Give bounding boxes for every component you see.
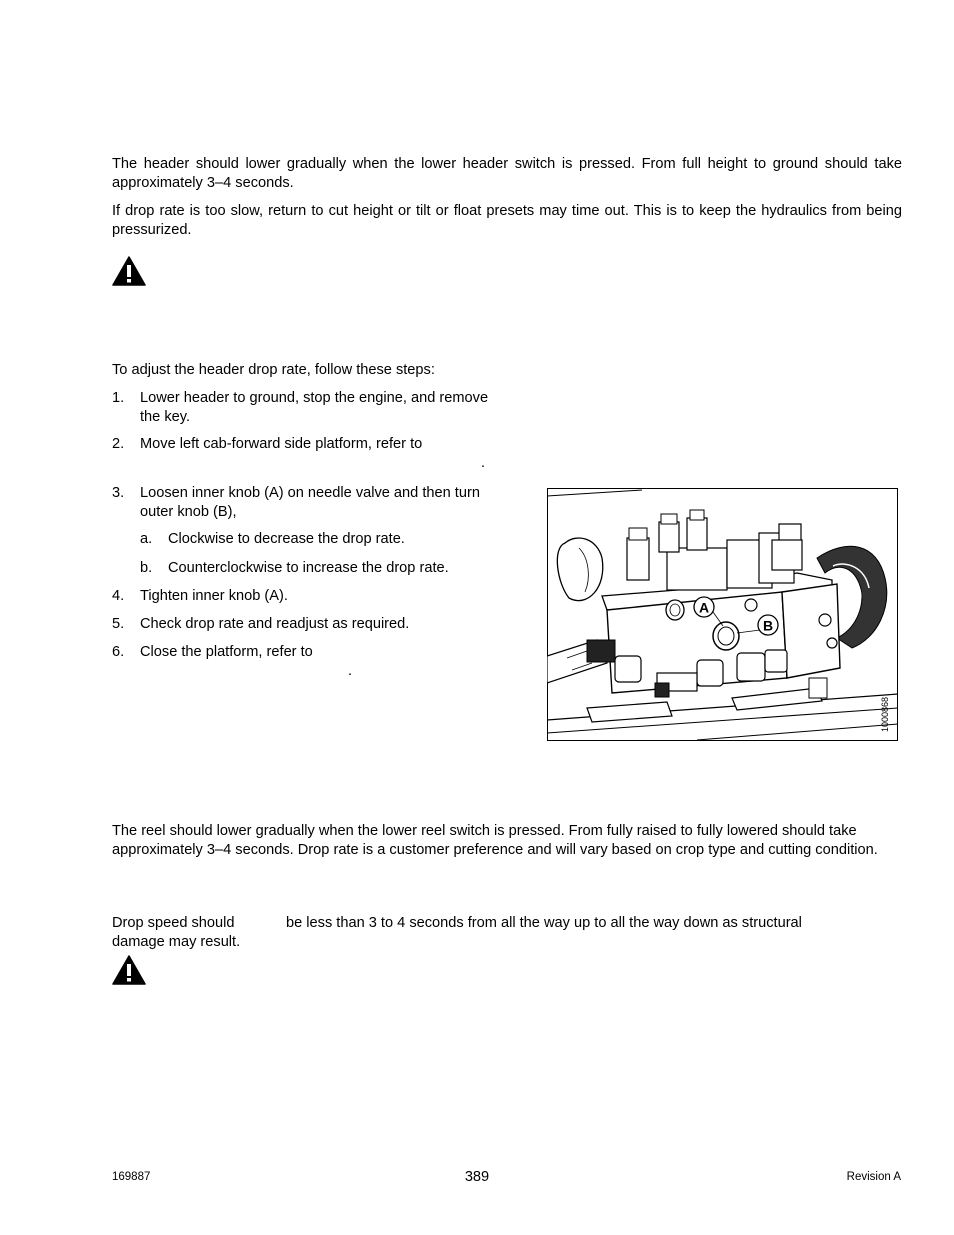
step-2-period: . (481, 455, 486, 471)
step-6-period: . (348, 663, 353, 679)
note-text-line2: damage may result. (112, 934, 241, 950)
intro-paragraph-2: If drop rate is too slow, return to cut height or tilt or float presets may time out. This is to keep the hydraulics from being pressurized. (112, 203, 902, 238)
note-text-left: Drop speed should (112, 915, 235, 931)
step-number: 3. (112, 485, 125, 501)
figure-id: 1000868 (880, 696, 890, 732)
substep-letter: a. (140, 531, 153, 547)
substep-text: Clockwise to decrease the drop rate. (168, 531, 405, 547)
document-number: 169887 (112, 1171, 151, 1183)
step-text: Lower header to ground, stop the engine, and remove the key. (140, 390, 489, 425)
step-text: Check drop rate and readjust as required. (140, 616, 410, 632)
step-number: 5. (112, 616, 125, 632)
step-number: 2. (112, 436, 125, 452)
intro-paragraph-1: The header should lower gradually when the lower header switch is pressed. From full height to ground should take approximately 3–4 seconds. (112, 156, 902, 191)
note-text-right: be less than 3 to 4 seconds from all the way up to all the way down as structural (286, 915, 802, 931)
procedure-lead: To adjust the header drop rate, follow these steps: (112, 362, 435, 378)
step-number: 1. (112, 390, 125, 406)
reel-paragraph: The reel should lower gradually when the lower reel switch is pressed. From fully raised to fully lowered should take approximately 3–4 seconds. Drop rate is a customer preference and will vary based on crop type and cutting condition. (112, 823, 878, 858)
callout-b: B (762, 617, 774, 634)
page-number: 389 (464, 1169, 490, 1185)
warning-icon (112, 955, 146, 985)
step-text: Loosen inner knob (A) on needle valve and then turn outer knob (B), (140, 485, 480, 520)
warning-icon (112, 256, 146, 286)
substep-text: Counterclockwise to increase the drop rate. (168, 560, 449, 576)
callout-a: A (698, 599, 710, 616)
step-text: Tighten inner knob (A). (140, 588, 288, 604)
step-number: 6. (112, 644, 125, 660)
valve-block-illustration (547, 488, 898, 741)
step-number: 4. (112, 588, 125, 604)
step-text: Move left cab-forward side platform, refer to (140, 436, 423, 452)
substep-letter: b. (140, 560, 153, 576)
revision-label: Revision A (846, 1171, 901, 1183)
step-text: Close the platform, refer to (140, 644, 313, 660)
